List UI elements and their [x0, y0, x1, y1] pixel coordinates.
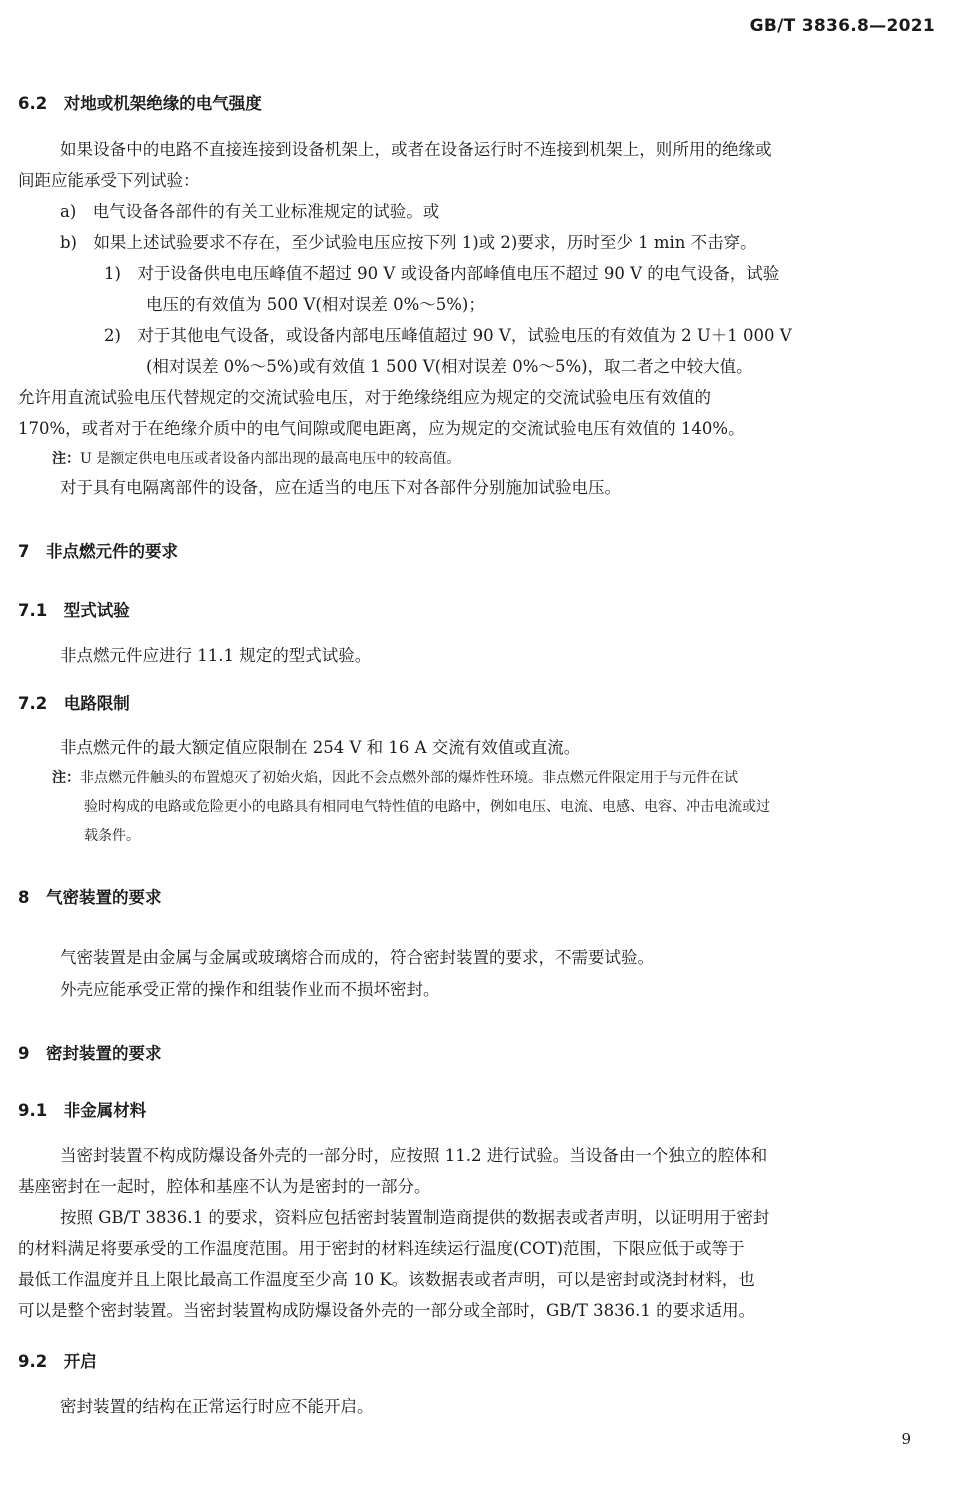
s6-2-p2-line1: 允许用直流试验电压代替规定的交流试验电压，对于绝缘绕组应为规定的交流试验电压有效值的 — [18, 388, 711, 407]
heading-7: 7 非点燃元件的要求 — [18, 542, 178, 561]
s8-p1: 气密装置是由金属与金属或玻璃熔合而成的，符合密封装置的要求，不需要试验。 — [60, 948, 654, 967]
s9-1-p2-line3: 最低工作温度并且上限比最高工作温度至少高 10 K。该数据表或者声明，可以是密封或浇封材料，也 — [18, 1270, 755, 1289]
list-item-b: b) 如果上述试验要求不存在，至少试验电压应按下列 1)或 2)要求，历时至少 1 min 不击穿。 — [60, 233, 757, 252]
list-item-b1-line2: 电压的有效值为 500 V(相对误差 0%～5%)； — [146, 295, 485, 314]
heading-8: 8 气密装置的要求 — [18, 888, 162, 907]
s7-2-p1: 非点燃元件的最大额定值应限制在 254 V 和 16 A 交流有效值或直流。 — [60, 738, 581, 757]
standard-code: GB/T 3836.8—2021 — [749, 16, 935, 36]
heading-6-2: 6.2 对地或机架绝缘的电气强度 — [18, 94, 262, 113]
heading-9: 9 密封装置的要求 — [18, 1044, 162, 1063]
list-item-b2-line2: (相对误差 0%～5%)或有效值 1 500 V(相对误差 0%～5%)，取二者之中较大值。 — [146, 357, 753, 376]
s6-2-p2-line2: 170%，或者对于在绝缘介质中的电气间隙或爬电距离，应为规定的交流试验电压有效值的 140%。 — [18, 419, 745, 438]
heading-7-2: 7.2 电路限制 — [18, 694, 130, 713]
s6-2-p1-line1: 如果设备中的电路不直接连接到设备机架上，或者在设备运行时不连接到机架上，则所用的绝缘或 — [60, 140, 772, 159]
s7-2-note-line2: 验时构成的电路或危险更小的电路具有相同电气特性值的电路中，例如电压、电流、电感、电容、冲击电流或过 — [84, 799, 770, 815]
list-item-b1-line1: 1) 对于设备供电电压峰值不超过 90 V 或设备内部峰值电压不超过 90 V 的电气设备，试验 — [104, 264, 780, 283]
s9-1-p2-line1: 按照 GB/T 3836.1 的要求，资料应包括密封装置制造商提供的数据表或者声明，以证明用于密封 — [60, 1208, 770, 1227]
heading-9-1: 9.1 非金属材料 — [18, 1101, 147, 1120]
heading-9-2: 9.2 开启 — [18, 1352, 97, 1371]
page-number: 9 — [901, 1430, 911, 1448]
s9-1-p1-line2: 基座密封在一起时，腔体和基座不认为是密封的一部分。 — [18, 1177, 431, 1196]
note-label: 注： — [52, 770, 80, 786]
s9-1-p2-line2: 的材料满足将要承受的工作温度范围。用于密封的材料连续运行温度(COT)范围，下限应低于或等于 — [18, 1239, 745, 1258]
note-text: 非点燃元件触头的布置熄灭了初始火焰，因此不会点燃外部的爆炸性环境。非点燃元件限定用于与元件在试 — [80, 770, 738, 786]
s8-p2: 外壳应能承受正常的操作和组装作业而不损坏密封。 — [60, 980, 440, 999]
s6-2-p1-line2: 间距应能承受下列试验： — [18, 171, 200, 190]
list-item-a: a) 电气设备各部件的有关工业标准规定的试验。或 — [60, 202, 440, 221]
s9-2-p1: 密封装置的结构在正常运行时应不能开启。 — [60, 1397, 374, 1416]
s9-1-p2-line4: 可以是整个密封装置。当密封装置构成防爆设备外壳的一部分或全部时，GB/T 3836.1 的要求适用。 — [18, 1301, 756, 1320]
s7-2-note-line1 — [52, 767, 738, 787]
s6-2-note — [52, 448, 460, 468]
s7-1-p1: 非点燃元件应进行 11.1 规定的型式试验。 — [60, 646, 372, 665]
heading-7-1: 7.1 型式试验 — [18, 601, 130, 620]
s9-1-p1-line1: 当密封装置不构成防爆设备外壳的一部分时，应按照 11.2 进行试验。当设备由一个独立的腔体和 — [60, 1146, 768, 1165]
list-item-b2-line1: 2) 对于其他电气设备，或设备内部电压峰值超过 90 V，试验电压的有效值为 2 U＋1 000 V — [104, 326, 792, 345]
note-label: 注： — [52, 451, 80, 467]
s7-2-note-line3: 载条件。 — [84, 828, 140, 844]
s6-2-p3: 对于具有电隔离部件的设备，应在适当的电压下对各部件分别施加试验电压。 — [60, 478, 621, 497]
note-text: U 是额定供电电压或者设备内部出现的最高电压中的较高值。 — [80, 451, 461, 467]
